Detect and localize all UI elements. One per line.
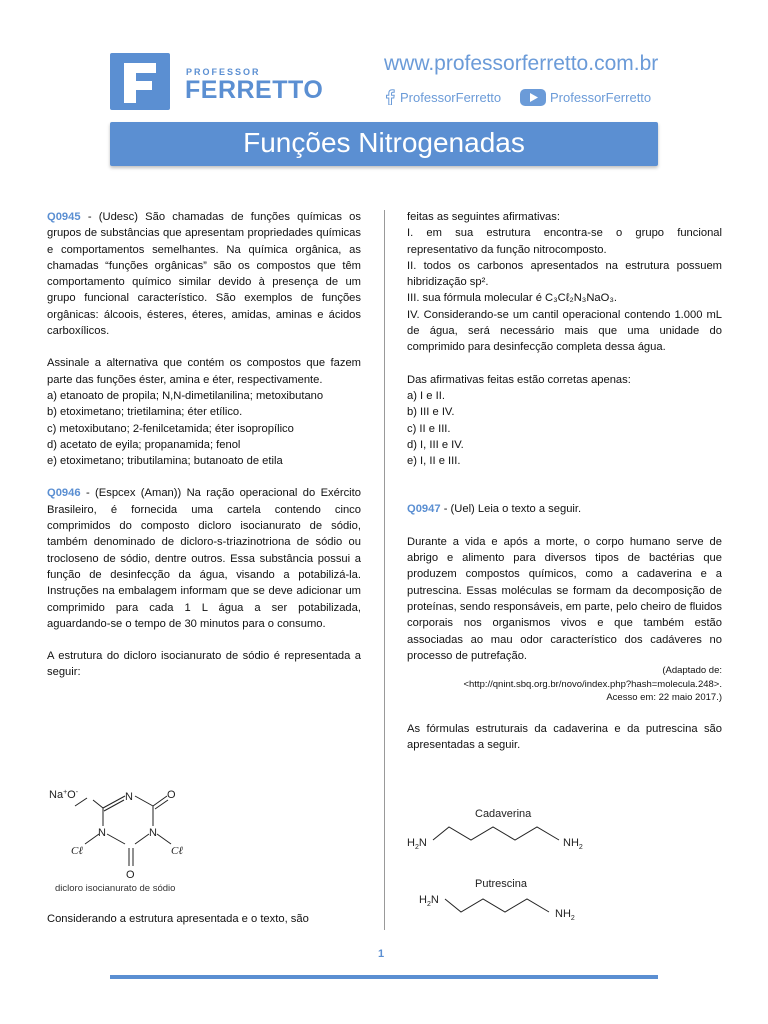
putrescina-h2n: $H_2N$ (419, 894, 439, 908)
chlorine-right: Cℓ (171, 845, 183, 857)
facebook-handle: ProfessorFerretto (400, 89, 502, 105)
source-url[interactable]: <http://qnint.sbq.org.br/novo/index.php?hash=molecula.248>. (463, 678, 722, 690)
page-number: 1 (378, 948, 385, 960)
question-id: Q0945 (47, 211, 81, 223)
facebook-link[interactable] (384, 89, 501, 105)
facebook-icon (384, 89, 396, 105)
logo-box (110, 53, 170, 110)
cadaverina-nh2: $NH_2$ (563, 837, 583, 851)
option-b: b) etoximetano; trietilamina; éter etílico. (47, 406, 243, 419)
question-text: Durante a vida e após a morte, o corpo humano serve de abrigo e alimento para diversos tipos de bactérias que produzem compostos químicos, como a cadaverina e a putrescina. Essas moléculas se formam da decomposição de proteínas, sendo responsáveis, em parte, pelo cheiro de fluidos corporais nos organismos vivos e que também estão associadas ao mau odor característico dos cadáveres no processo de putrefação. (407, 535, 722, 662)
question-prompt: Assinale a alternativa que contém os compostos que fazem parte das funções éster, amina e éter, respectivamente. (47, 357, 361, 386)
website-link[interactable]: www.professorferretto.com.br (384, 52, 659, 75)
option-a: a) I e II. (407, 389, 445, 402)
title-banner (110, 122, 658, 166)
ring-n-left: N (98, 827, 106, 839)
question-text: - (Udesc) São chamadas de funções químicas os grupos de substâncias que apresentam propriedades químicas e comportamentos semelhantes. Na química orgânica, as chamadas “funções orgânicas” são os compostos que têm comportamento químico similar devido à presença de um grupo funcional característico. São exemplos de funções orgânicas: álcoois, ésteres, éteres, amidas, aminas e ácidos carboxílicos. (47, 211, 361, 338)
option-d: d) I, III e IV. (407, 438, 464, 451)
option-d: d) acetato de eyila; propanamida; fenol (47, 438, 241, 451)
option-c: c) II e III. (407, 422, 451, 435)
page-title: Funções Nitrogenadas (243, 127, 525, 158)
footer-bar (110, 975, 658, 979)
source-line: (Adaptado de: (662, 665, 722, 677)
affirmative-i: I. em sua estrutura encontra-se o grupo funcional representativo da função nitrocomposto. (407, 227, 722, 256)
option-e: e) I, II e III. (407, 455, 461, 468)
ring-n-top: N (125, 791, 133, 803)
logo-f-icon (110, 53, 170, 110)
putrescina-nh2: $NH_2$ (555, 908, 575, 922)
right-column (407, 209, 722, 753)
youtube-link[interactable] (520, 89, 651, 106)
option-e: e) etoximetano; tributilamina; butanoato de etila (47, 455, 283, 468)
cadaverina-h2n: $H_2N$ (407, 837, 427, 851)
question-text: - (Espcex (Aman)) Na ração operacional do Exército Brasileiro, é fornecida uma cartela contendo cinco comprimidos do composto dicloro isocianurato de sódio, também denominado de dicloro-s-triazinotriona de sódio ou trocloseno de sódio, dentre outros. Essa substância possui a função de desinfecção da água, visando a potabilizá-la. Instruções na embalagem informam que se deve adicionar um comprimido para cada 1 L água a ser potabilizada, aguardando-se o tempo de 30 minutos para o consumo. (47, 487, 361, 630)
youtube-handle: ProfessorFerretto (550, 90, 652, 105)
putrescina-chain (445, 899, 549, 912)
brand-small: PROFESSOR (186, 67, 261, 77)
amines-structures (405, 800, 605, 925)
question-q0947 (407, 501, 722, 517)
question-id: Q0946 (47, 487, 81, 500)
structure-intro: A estrutura do dicloro isocianurato de sódio é representada a seguir: (47, 650, 361, 679)
affirmatives-intro: feitas as seguintes afirmativas: (407, 211, 560, 223)
affirmative-iii: III. sua fórmula molecular é C₃Cℓ₂N₃NaO₃. (407, 292, 618, 305)
chlorine-left: Cℓ (71, 845, 83, 857)
source-citation (407, 664, 722, 705)
carbonyl-o-right: O (167, 789, 176, 801)
question-intro: - (Uel) Leia o texto a seguir. (440, 503, 582, 516)
question-id: Q0947 (407, 503, 441, 516)
sodium-label: Na+O- (49, 789, 79, 801)
carbonyl-o-bottom: O (126, 869, 135, 881)
option-c: c) metoxibutano; 2-fenilcetamida; éter isopropílico (47, 422, 294, 435)
option-a: a) etanoato de propila; N,N-dimetilanilina; metoxibutano (47, 389, 324, 402)
question-continuation: Considerando a estrutura apresentada e o texto, são (47, 913, 309, 925)
question-q0946 (47, 485, 361, 632)
formulas-intro: As fórmulas estruturais da cadaverina e da putrescina são apresentadas a seguir. (407, 722, 722, 751)
question-q0945 (47, 209, 361, 339)
affirmative-iv: IV. Considerando-se um cantil operacional contendo 1.000 mL de água, será necessário mais que uma unidade do comprimido para desinfecção completa dessa água. (407, 308, 722, 354)
cadaverina-label: Cadaverina (475, 808, 532, 820)
youtube-icon (520, 89, 546, 106)
column-divider (384, 210, 385, 930)
cadaverina-chain (433, 827, 559, 840)
brand-name: FERRETTO (185, 76, 324, 104)
option-b: b) III e IV. (407, 406, 455, 419)
question-prompt: Das afirmativas feitas estão corretas apenas: (407, 373, 631, 386)
putrescina-label: Putrescina (475, 878, 527, 890)
dicloro-isocianurato-structure (47, 778, 197, 898)
left-column-end (47, 911, 361, 927)
figure-caption: dicloro isocianurato de sódio (55, 883, 176, 894)
affirmative-ii: II. todos os carbonos apresentados na estrutura possuem hibridização sp². (407, 259, 722, 289)
left-column (47, 209, 361, 681)
source-line: Acesso em: 22 maio 2017.) (606, 692, 722, 704)
ring-n-right: N (149, 827, 157, 839)
